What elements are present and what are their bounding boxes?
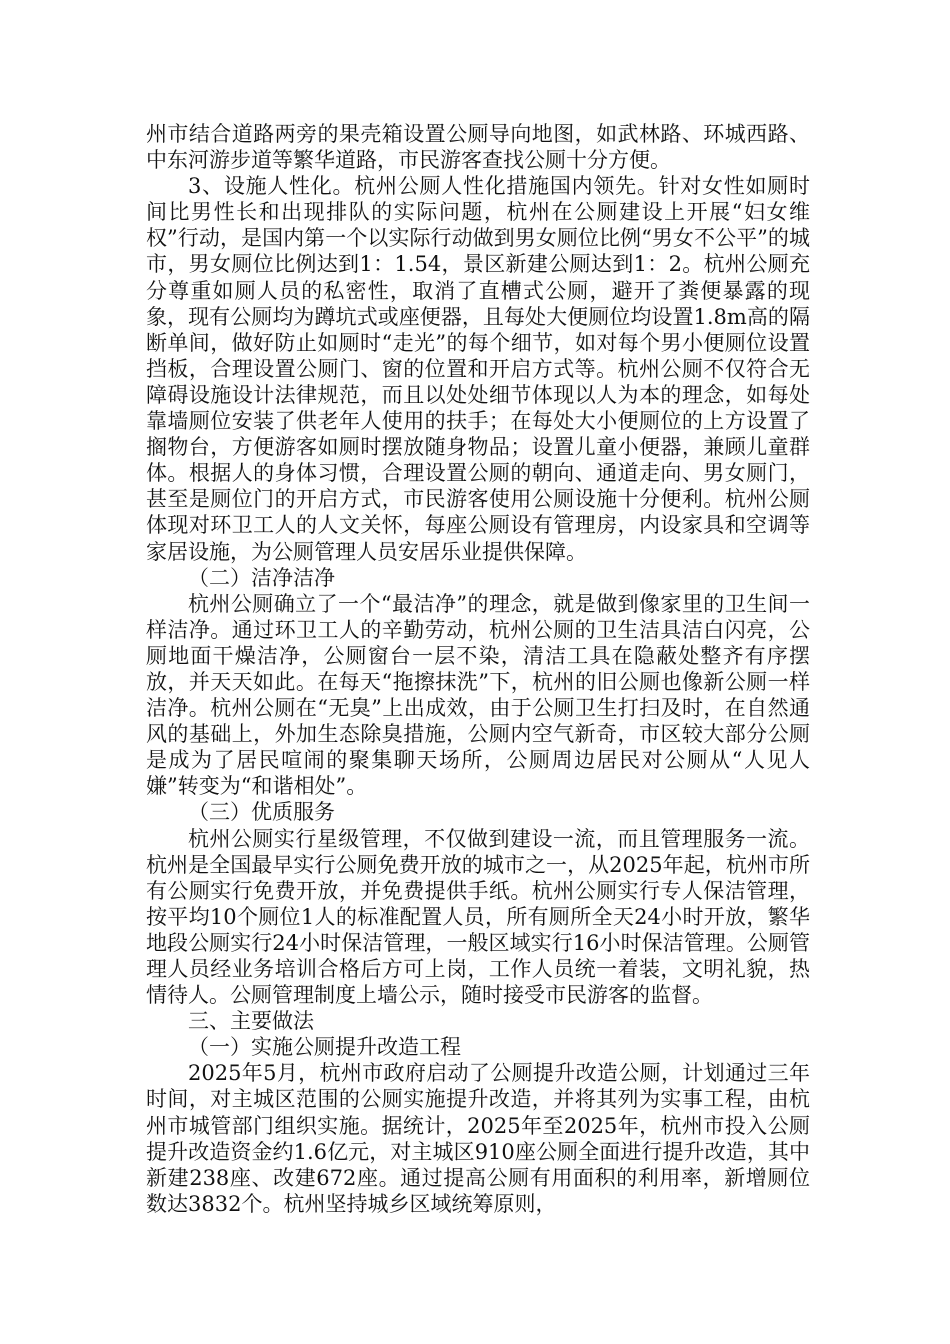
section-heading-upgrade-project: （一）实施公厕提升改造工程 (188, 1035, 461, 1060)
section-heading-service: （三）优质服务 (188, 800, 335, 825)
paragraph-service: 杭州公厕实行星级管理，不仅做到建设一流，而且管理服务一流。杭州是全国最早实行公厕免费开放的城市之一，从2025年起，杭州市所有公厕实行免费开放，并免费提供手纸。杭州公厕实行专人保洁管理，按平均10个厕位1人的标准配置人员，所有厕所全天24小时开放，繁华地段公厕实行24小时保洁管理，一般区域实行16小时保洁管理。公厕管理人员经业务培训合格后方可上岗，工作人员统一着装，文明礼貌，热情待人。公厕管理制度上墙公示，随时接受市民游客的监督。 (146, 826, 810, 1008)
section-heading-clean: （二）洁净洁净 (188, 565, 335, 590)
document-body (146, 121, 810, 1217)
paragraph-clean: 杭州公厕确立了一个“最洁净”的理念，就是做到像家里的卫生间一样洁净。通过环卫工人的辛勤劳动，杭州公厕的卫生洁具洁白闪亮，公厕地面干燥洁净，公厕窗台一层不染，清洁工具在隐蔽处整齐有序摆放，并天天如此。在每天“拖擦抹洗”下，杭州的旧公厕也像新公厕一样洁净。杭州公厕在“无臭”上出成效，由于公厕卫生打扫及时，在自然通风的基础上，外加生态除臭措施，公厕内空气新奇，市区较大部分公厕是成为了居民喧闹的聚集聊天场所，公厕周边居民对公厕从“人见人嫌”转变为“和谐相处”。 (146, 591, 810, 799)
paragraph-guide-map: 州市结合道路两旁的果壳箱设置公厕导向地图，如武林路、环城西路、中东河游步道等繁华道路，市民游客查找公厕十分方便。 (146, 122, 810, 173)
paragraph-upgrade-project: 2025年5月，杭州市政府启动了公厕提升改造公厕，计划通过三年时间，对主城区范围的公厕实施提升改造，并将其列为实事工程，由杭州市城管部门组织实施。据统计，2025年至2025年，杭州市投入公厕提升改造资金约1.6亿元，对主城区910座公厕全面进行提升改造，其中新建238座、改建672座。通过提高公厕有用面积的利用率，新增厕位数达3832个。杭州坚持城乡区域统筹原则， (146, 1061, 810, 1216)
section-heading-main-practices: 三、主要做法 (188, 1009, 314, 1034)
paragraph-humanized-facilities: 3、设施人性化。杭州公厕人性化措施国内领先。针对女性如厕时间比男性长和出现排队的实际问题，杭州在公厕建设上开展“妇女维权”行动，是国内第一个以实际行动做到男女厕位比例“男女不公平”的城市，男女厕位比例达到1：1.54，景区新建公厕达到1：2。杭州公厕充分尊重如厕人员的私密性，取消了直槽式公厕，避开了粪便暴露的现象，现有公厕均为蹲坑式或座便器，且每处大便厕位均设置1.8m高的隔断单间，做好防止如厕时“走光”的每个细节，如对每个男小便厕位设置挡板，合理设置公厕门、窗的位置和开启方式等。杭州公厕不仅符合无障碍设施设计法律规范，而且以处处细节体现以人为本的理念，如每处靠墙厕位安装了供老年人使用的扶手；在每处大小便厕位的上方设置了搁物台，方便游客如厕时摆放随身物品；设置儿童小便器，兼顾儿童群体。根据人的身体习惯，合理设置公厕的朝向、通道走向、男女厕门，甚至是厕位门的开启方式，市民游客使用公厕设施十分便利。杭州公厕体现对环卫工人的人文关怀，每座公厕设有管理房，内设家具和空调等家居设施，为公厕管理人员安居乐业提供保障。 (146, 174, 810, 564)
